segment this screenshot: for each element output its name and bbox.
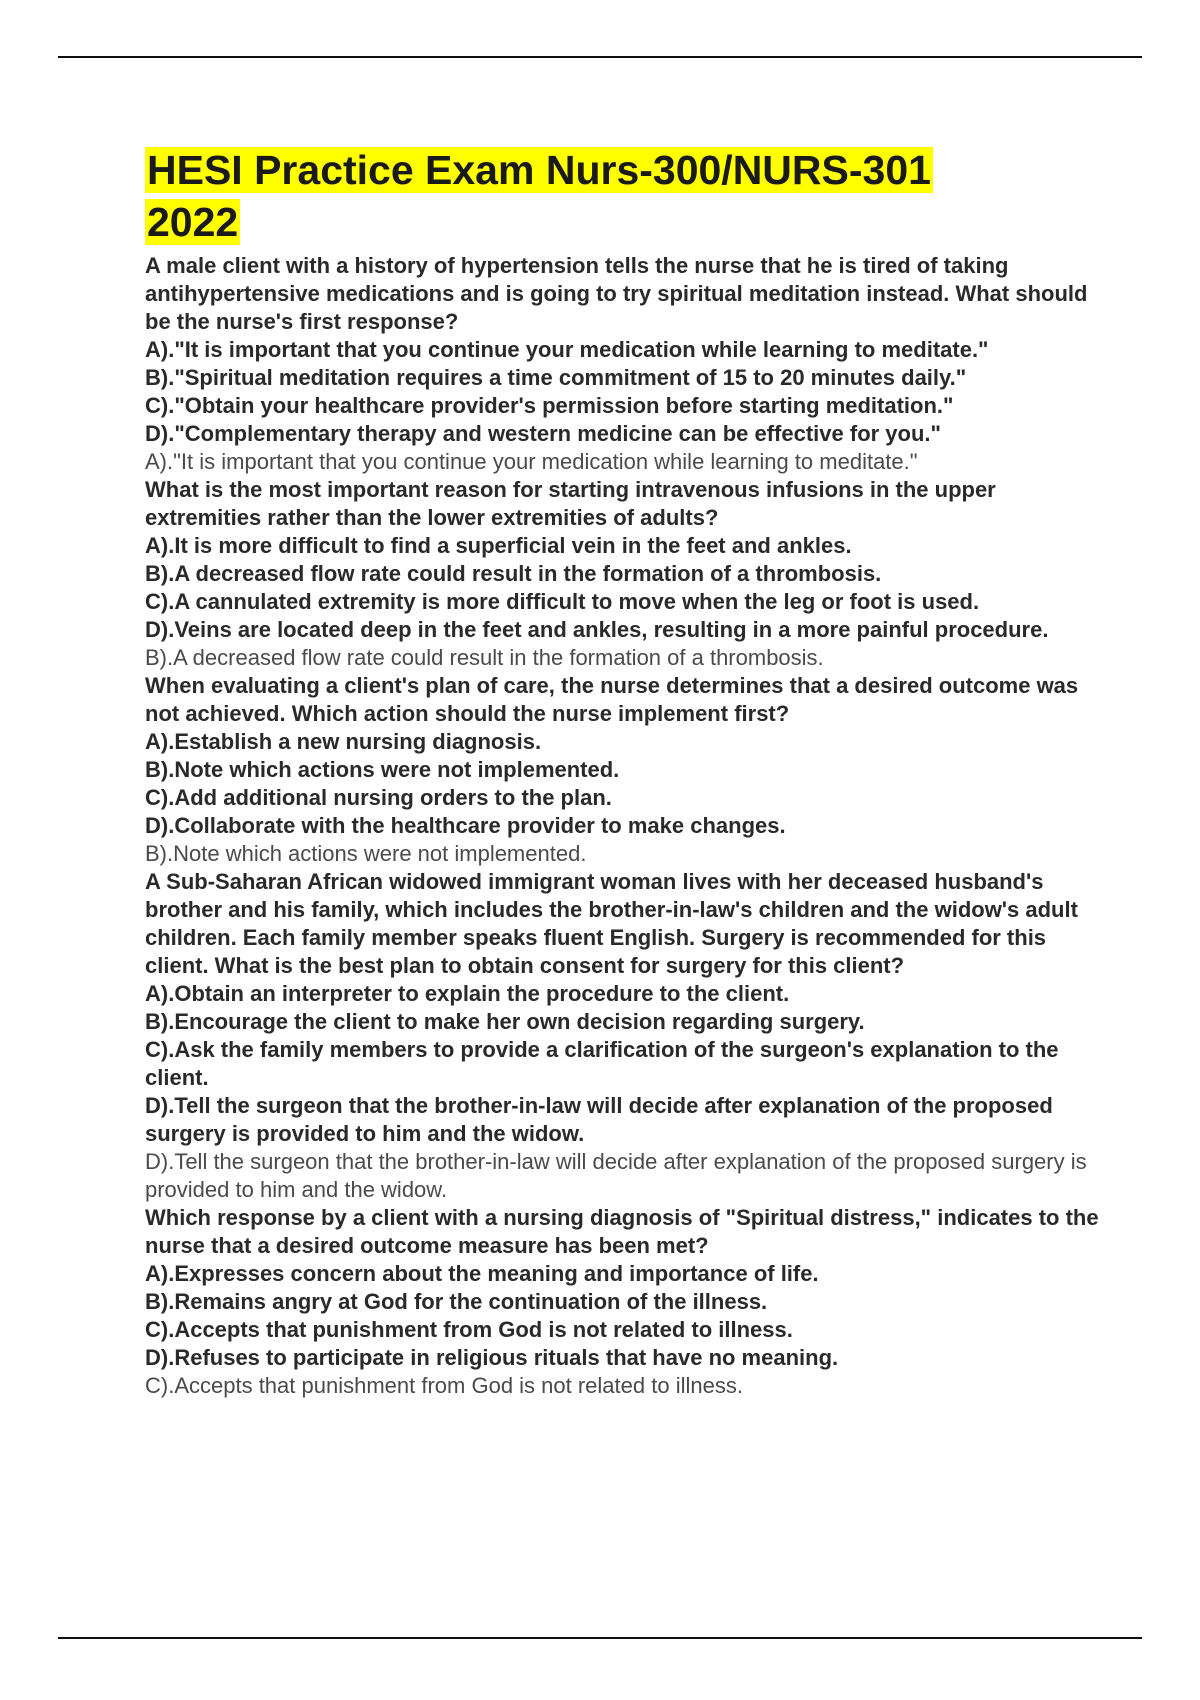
option-d: D)."Complementary therapy and western medicine can be effective for you." [145,421,941,446]
question-block [145,476,1105,672]
option-c: C)."Obtain your healthcare provider's permission before starting meditation." [145,393,954,418]
option-c: C).Accepts that punishment from God is not related to illness. [145,1317,793,1342]
document-body [145,144,1105,1400]
option-a: A).Establish a new nursing diagnosis. [145,729,542,754]
answer-text: A)."It is important that you continue your medication while learning to meditate." [145,449,918,474]
option-c: C).Add additional nursing orders to the plan. [145,785,612,810]
option-b: B).Note which actions were not implemented. [145,757,620,782]
question-text: A male client with a history of hypertension tells the nurse that he is tired of taking antihypertensive medications and is going to try spiritual meditation instead. What should be the nurse's first response? [145,253,1088,334]
top-rule [58,56,1142,58]
bottom-rule [58,1637,1142,1639]
question-block [145,672,1105,868]
option-c: C).Ask the family members to provide a clarification of the surgeon's explanation to the client. [145,1037,1059,1090]
document-title [145,144,1105,248]
option-c: C).A cannulated extremity is more difficult to move when the leg or foot is used. [145,589,980,614]
option-b: B).Encourage the client to make her own decision regarding surgery. [145,1009,865,1034]
answer-text: B).Note which actions were not implemented. [145,841,587,866]
option-a: A).Expresses concern about the meaning and importance of life. [145,1261,819,1286]
option-a: A)."It is important that you continue your medication while learning to meditate." [145,337,989,362]
question-text: What is the most important reason for starting intravenous infusions in the upper extremities rather than the lower extremities of adults? [145,477,996,530]
option-a: A).It is more difficult to find a superficial vein in the feet and ankles. [145,533,852,558]
option-d: D).Refuses to participate in religious rituals that have no meaning. [145,1345,839,1370]
title-line-1: HESI Practice Exam Nurs-300/NURS-301 [147,147,931,193]
option-b: B)."Spiritual meditation requires a time commitment of 15 to 20 minutes daily." [145,365,967,390]
answer-text: D).Tell the surgeon that the brother-in-law will decide after explanation of the proposed surgery is provided to him and the widow. [145,1149,1087,1202]
option-a: A).Obtain an interpreter to explain the procedure to the client. [145,981,790,1006]
title-line-2: 2022 [147,199,239,245]
question-text: When evaluating a client's plan of care, the nurse determines that a desired outcome was not achieved. Which action should the nurse implement first? [145,673,1079,726]
question-text: Which response by a client with a nursing diagnosis of "Spiritual distress," indicates to the nurse that a desired outcome measure has been met? [145,1205,1099,1258]
question-text: A Sub-Saharan African widowed immigrant woman lives with her deceased husband's brother and his family, which includes the brother-in-law's children and the widow's adult children. Each family member speaks fluent English. Surgery is recommended for this client. What is the best plan to obtain consent for surgery for this client? [145,869,1078,978]
option-d: D).Collaborate with the healthcare provider to make changes. [145,813,786,838]
question-block [145,1204,1105,1400]
answer-text: B).A decreased flow rate could result in the formation of a thrombosis. [145,645,824,670]
question-block [145,252,1105,476]
answer-text: C).Accepts that punishment from God is not related to illness. [145,1373,743,1398]
option-b: B).Remains angry at God for the continuation of the illness. [145,1289,768,1314]
option-d: D).Tell the surgeon that the brother-in-law will decide after explanation of the proposed surgery is provided to him and the widow. [145,1093,1053,1146]
option-b: B).A decreased flow rate could result in the formation of a thrombosis. [145,561,882,586]
question-block [145,868,1105,1204]
option-d: D).Veins are located deep in the feet and ankles, resulting in a more painful procedure. [145,617,1049,642]
